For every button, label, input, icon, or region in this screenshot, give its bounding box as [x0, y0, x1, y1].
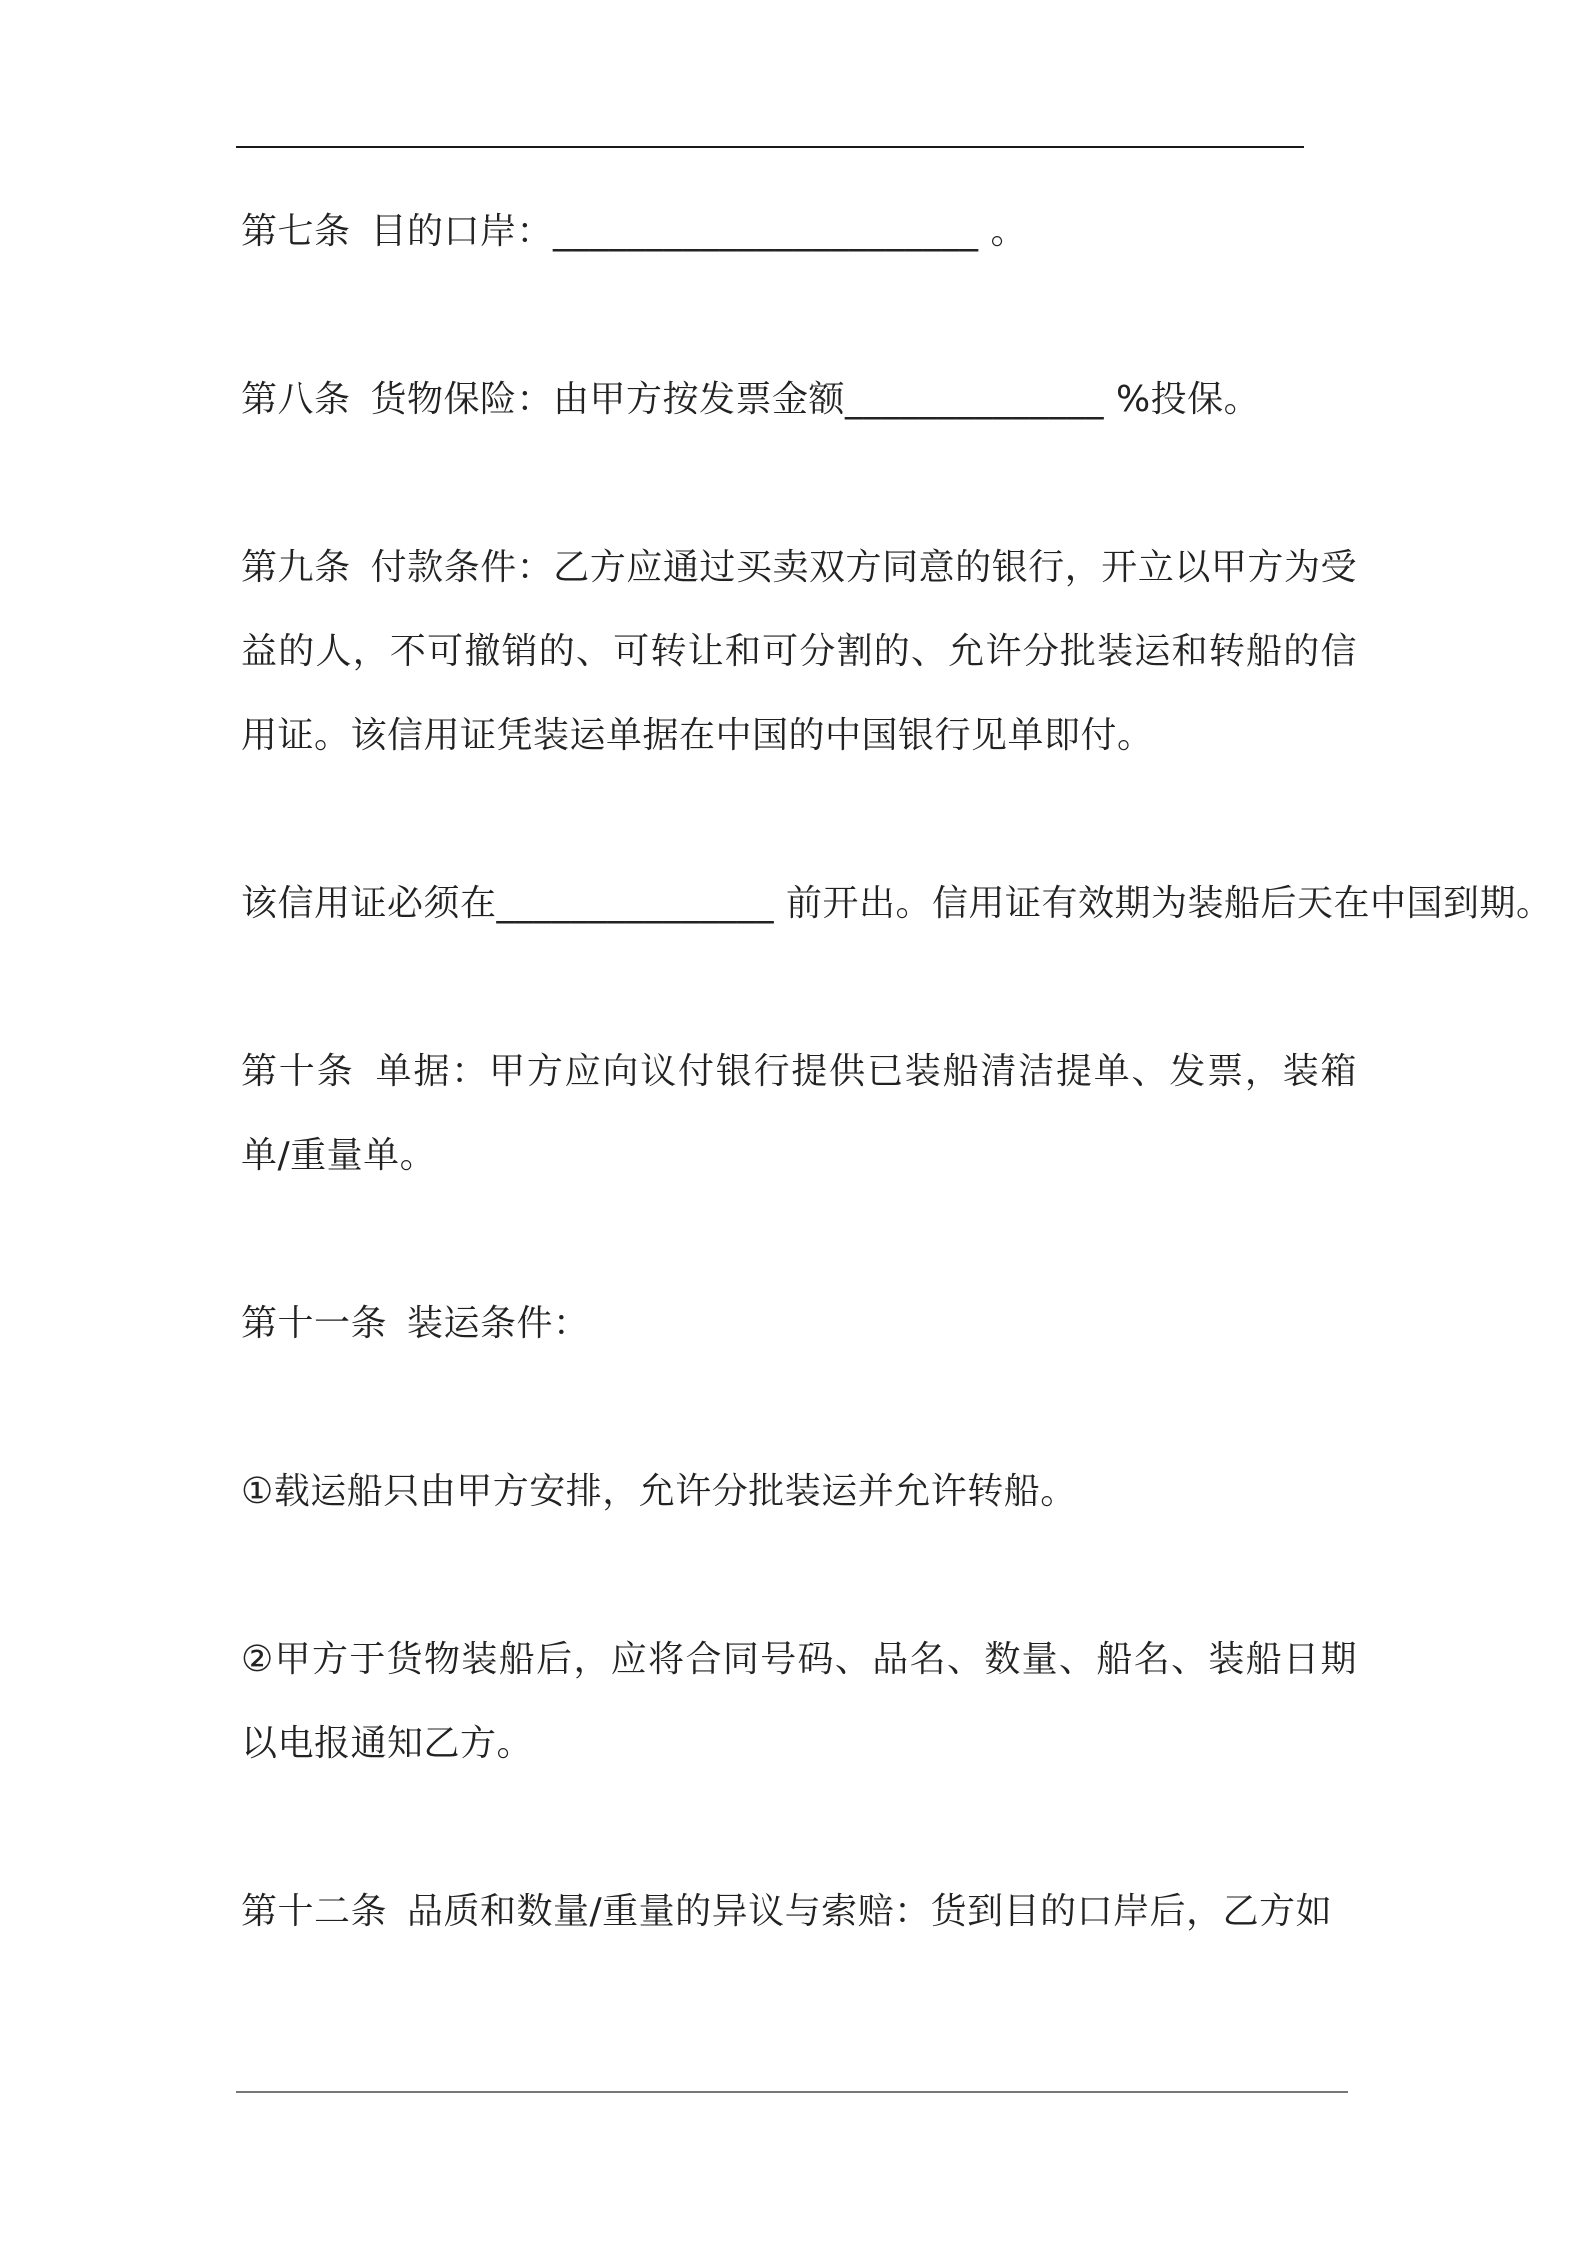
article-text: 付款条件：乙方应通过买卖双方同意的银行，开立以甲方为受益的人，不可撤销的、可转让和可分割的、允许分批装运和转船的信用证。该信用证凭装运单据在中国的中国银行见单即付。: [241, 547, 1357, 756]
article-11: [241, 1282, 1357, 1366]
article-text: 品质和数量/重量的异议与索赔：货到目的口岸后，乙方如: [407, 1891, 1333, 1932]
article-number: 第八条: [241, 379, 351, 420]
paragraph-text: 该信用证必须在_______________ 前开出。信用证有效期为装船后天在中国到期。: [241, 883, 1553, 924]
article-number: 第十一条: [241, 1303, 388, 1344]
document-body: [241, 190, 1553, 2038]
article-text: 货物保险：由甲方按发票金额______________ %投保。: [370, 379, 1261, 420]
paragraph-text: ②甲方于货物装船后，应将合同号码、品名、数量、船名、装船日期以电报通知乙方。: [241, 1639, 1357, 1764]
article-8: [241, 358, 1357, 442]
article-11-item-1: [241, 1450, 1357, 1534]
footer-rule: [236, 2091, 1348, 2093]
article-text: 目的口岸：_______________________ 。: [370, 211, 1027, 252]
article-number: 第十条: [241, 1051, 355, 1092]
article-10: [241, 1030, 1357, 1198]
article-9-continued: [241, 862, 1553, 946]
article-12: [241, 1870, 1357, 1954]
paragraph-text: ①载运船只由甲方安排，允许分批装运并允许转船。: [241, 1471, 1077, 1512]
article-text: 装运条件：: [407, 1303, 590, 1344]
article-9: [241, 526, 1357, 778]
article-number: 第九条: [241, 547, 351, 588]
article-11-item-2: [241, 1618, 1357, 1786]
header-rule: [236, 146, 1304, 148]
article-number: 第十二条: [241, 1891, 388, 1932]
article-text: 单据：甲方应向议付银行提供已装船清洁提单、发票，装箱单/重量单。: [241, 1051, 1357, 1176]
article-7: [241, 190, 1357, 274]
article-number: 第七条: [241, 211, 351, 252]
